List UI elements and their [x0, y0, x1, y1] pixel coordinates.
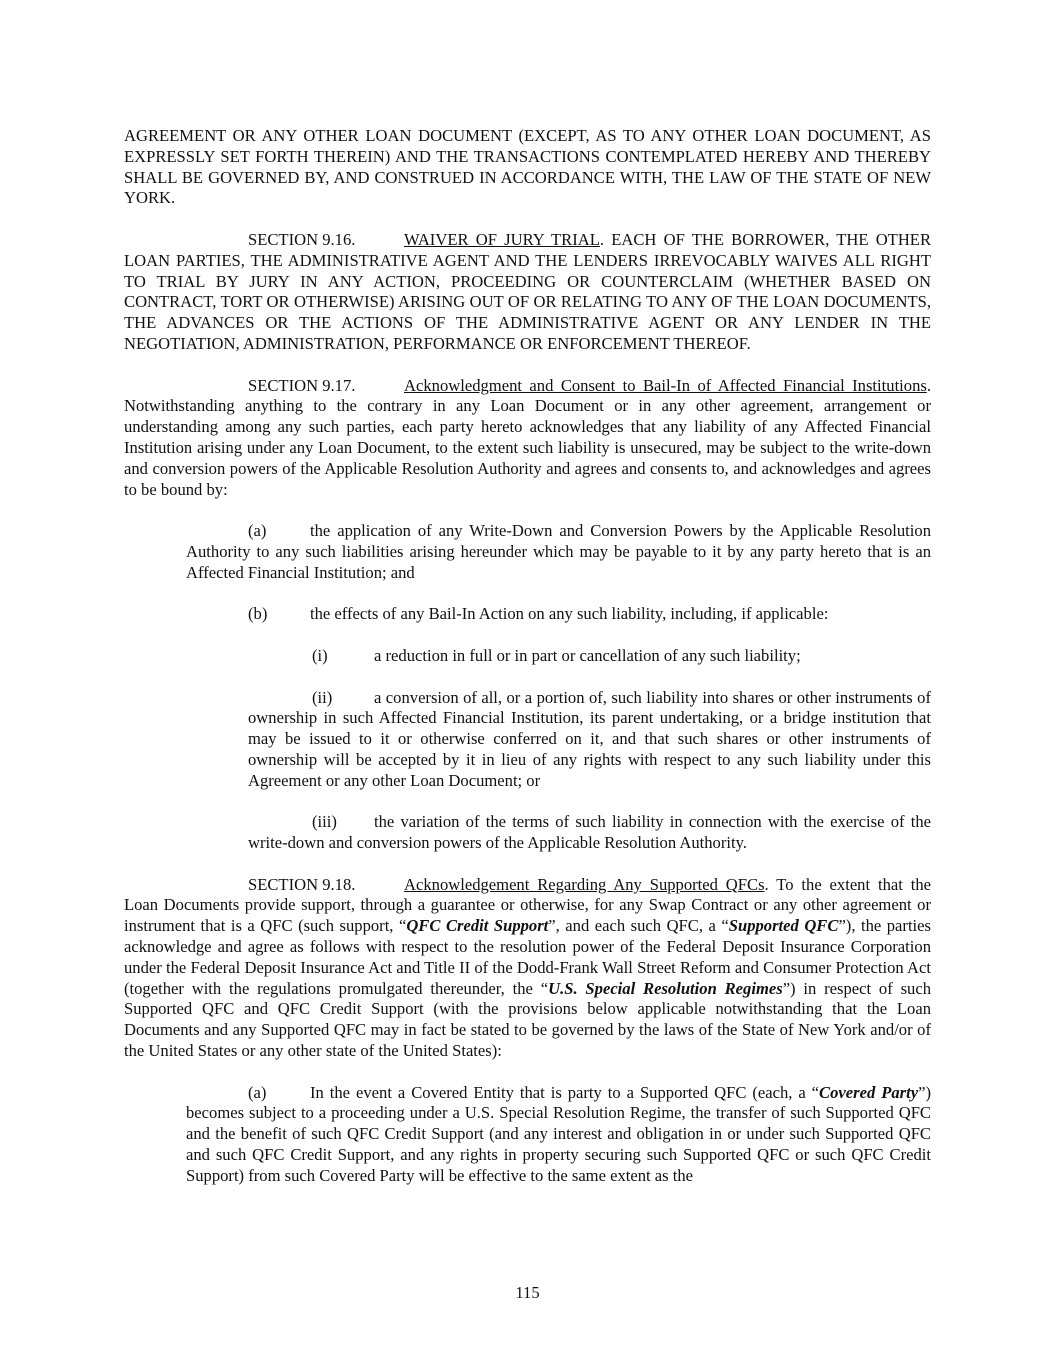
section-body: . EACH OF THE BORROWER, THE OTHER LOAN PARTIES, THE ADMINISTRATIVE AGENT AND THE LENDERS IRREVOCABLY WAIVES ALL RIGHT TO TRIAL BY JURY IN ANY ACTION, PROCEEDING OR COUNTERCLAIM (WHETHER BASED ON CONTRACT, TORT OR OTHERWISE) ARISING OUT OF OR RELATING TO ANY OF THE LOAN DOCUMENTS, THE ADVANCES OR THE ACTIONS OF THE ADMINISTRATIVE AGENT OR ANY LENDER IN THE NEGOTIATION, ADMINISTRATION, PERFORMANCE OR ENFORCEMENT THEREOF. [124, 229, 932, 353]
clause-9-17-b-i [312, 646, 931, 667]
clause-label: (b) [248, 604, 268, 624]
section-9-18 [124, 875, 931, 1062]
section-title: WAIVER OF JURY TRIAL [404, 229, 600, 249]
section-body: . Notwithstanding anything to the contrary in any Loan Document or in any other agreement, arrangement or understanding among any such parties, each party hereto acknowledges that any liability of any Affected Financial Institution arising under any Loan Document, to the extent such liability is unsecured, may be subject to the write-down and conversion powers of the Applicable Resolution Authority and agrees and consents to, and acknowledges and agrees to be bound by: [124, 375, 931, 499]
clause-label: (ii) [312, 687, 333, 707]
clause-label: (iii) [312, 812, 337, 832]
section-title: Acknowledgment and Consent to Bail-In of Affected Financial Institutions [404, 375, 927, 395]
clause-label: (i) [312, 645, 328, 665]
defined-term: U.S. Special Resolution Regimes [548, 978, 783, 998]
clause-text: In the event a Covered Entity that is party to a Supported QFC (each, a “ [310, 1082, 820, 1102]
defined-term: Supported QFC [728, 916, 839, 936]
defined-term: QFC Credit Support [406, 916, 549, 936]
clause-text: a reduction in full or in part or cancellation of any such liability; [374, 645, 801, 665]
section-body: ”, and each such QFC, a “ [548, 916, 729, 936]
section-body: ”), the parties acknowledge and agree as follows with respect to the resolution power of the Federal Deposit Insurance Corporation under the Federal Deposit Insurance Act and Title II of the Dodd-Frank Wall Street Reform and Consumer Protection Act (together with the regulations promulgated thereunder, the “ [124, 916, 931, 998]
clause-text: a conversion of all, or a portion of, such liability into shares or other instruments of ownership in such Affected Financial Institution, its parent undertaking, or a bridge institution that may be issued to it or otherwise conferred on it, and that such shares or other instruments of ownership will be accepted by it in lieu of any rights with respect to any such liability under this Agreement or any other Loan Document; or [248, 687, 931, 790]
clause-text: the effects of any Bail-In Action on any such liability, including, if applicable: [310, 604, 829, 624]
defined-term: Covered Party [819, 1082, 919, 1102]
section-title: Acknowledgement Regarding Any Supported QFCs [404, 874, 765, 894]
page-number: 115 [515, 1283, 540, 1302]
document-page [124, 126, 931, 1187]
clause-9-17-b [248, 604, 931, 625]
clause-text: the application of any Write-Down and Conversion Powers by the Applicable Resolution Authority to any such liabilities arising hereunder which may be payable to it by any party hereto that is an Affected Financial Institution; and [186, 521, 931, 582]
section-number: SECTION 9.16. [248, 229, 356, 249]
section-number: SECTION 9.17. [248, 375, 356, 395]
section-body: ”) in respect of such Supported QFC and QFC Credit Support (with the provisions below applicable notwithstanding that the Loan Documents and any Supported QFC may in fact be stated to be governed by the laws of the State of New York and/or of the United States or any other state of the United States): [124, 978, 931, 1061]
clause-label: (a) [248, 521, 267, 541]
clause-text: the variation of the terms of such liability in connection with the exercise of the write-down and conversion powers of the Applicable Resolution Authority. [248, 812, 931, 853]
clause-9-17-a [186, 521, 931, 583]
clause-label: (a) [248, 1082, 267, 1102]
section-number: SECTION 9.18. [248, 874, 356, 894]
section-9-17 [124, 376, 931, 501]
section-body: . To the extent that the Loan Documents provide support, through a guarantee or otherwise, for any Swap Contract or any other agreement or instrument that is a QFC (such support, “ [124, 874, 931, 936]
clause-9-18-a [186, 1083, 931, 1187]
clause-text: ”) becomes subject to a proceeding under a U.S. Special Resolution Regime, the transfer of such Supported QFC and the benefit of such QFC Credit Support (and any interest and obligation in or under such Supported QFC and such QFC Credit Support, and any rights in property securing such Supported QFC or such QFC Credit Support) from such Covered Party will be effective to the same extent as the [186, 1082, 931, 1185]
paragraph-governing-law: AGREEMENT OR ANY OTHER LOAN DOCUMENT (EXCEPT, AS TO ANY OTHER LOAN DOCUMENT, AS EXPRESSLY SET FORTH THEREIN) AND THE TRANSACTIONS CONTEMPLATED HEREBY AND THEREBY SHALL BE GOVERNED BY, AND CONSTRUED IN ACCORDANCE WITH, THE LAW OF THE STATE OF NEW YORK. [124, 126, 931, 208]
clause-9-17-b-iii [248, 812, 931, 854]
clause-9-17-b-ii [248, 688, 931, 792]
section-9-16 [124, 230, 931, 355]
